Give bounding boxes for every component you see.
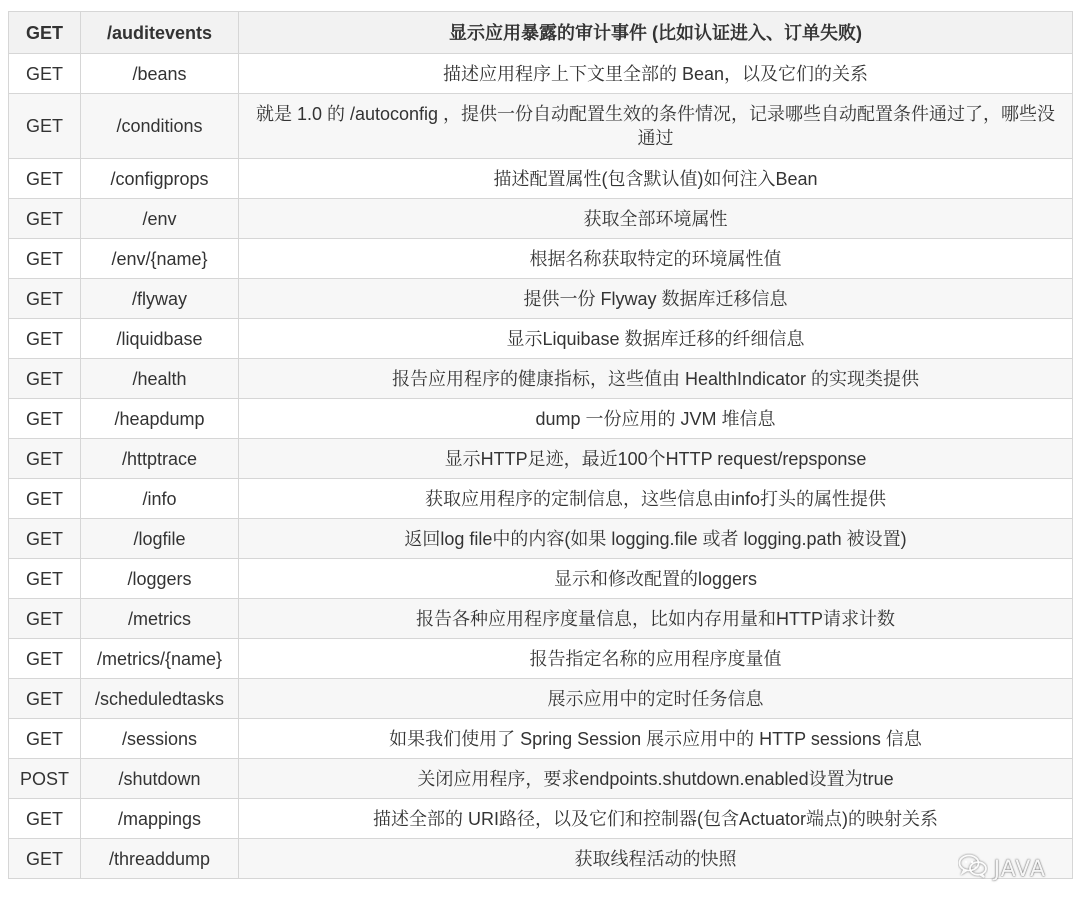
table-row [9,239,1073,279]
table-row [9,719,1073,759]
header-method: GET [9,12,81,54]
table-row [9,839,1073,879]
path-cell: /metrics [81,599,239,639]
table-row [9,359,1073,399]
description-cell: 展示应用中的定时任务信息 [239,679,1073,719]
path-cell: /configprops [81,159,239,199]
description-cell: 返回log file中的内容(如果 logging.file 或者 logging.path 被设置) [239,519,1073,559]
description-cell: 显示HTTP足迹，最近100个HTTP request/repsponse [239,439,1073,479]
path-cell: /info [81,479,239,519]
path-cell: /logfile [81,519,239,559]
method-cell: GET [9,639,81,679]
endpoints-table-container [8,11,1072,879]
table-header-row [9,12,1073,54]
path-cell: /flyway [81,279,239,319]
description-cell: dump 一份应用的 JVM 堆信息 [239,399,1073,439]
method-cell: GET [9,519,81,559]
description-cell: 如果我们使用了 Spring Session 展示应用中的 HTTP sessions 信息 [239,719,1073,759]
table-row [9,759,1073,799]
method-cell: GET [9,599,81,639]
path-cell: /conditions [81,94,239,159]
path-cell: /liquidbase [81,319,239,359]
method-cell: GET [9,399,81,439]
path-cell: /loggers [81,559,239,599]
method-cell: GET [9,54,81,94]
table-row [9,639,1073,679]
header-description: 显示应用暴露的审计事件 (比如认证进入、订单失败) [239,12,1073,54]
table-row [9,519,1073,559]
table-row [9,279,1073,319]
description-cell: 获取线程活动的快照 [239,839,1073,879]
header-path: /auditevents [81,12,239,54]
description-cell: 显示和修改配置的loggers [239,559,1073,599]
table-row [9,399,1073,439]
description-cell: 描述应用程序上下文里全部的 Bean，以及它们的关系 [239,54,1073,94]
method-cell: GET [9,199,81,239]
table-row [9,54,1073,94]
path-cell: /env [81,199,239,239]
path-cell: /heapdump [81,399,239,439]
method-cell: GET [9,439,81,479]
method-cell: GET [9,319,81,359]
method-cell: POST [9,759,81,799]
table-row [9,599,1073,639]
table-row [9,94,1073,159]
table-row [9,559,1073,599]
description-cell: 描述配置属性(包含默认值)如何注入Bean [239,159,1073,199]
path-cell: /threaddump [81,839,239,879]
watermark-text: JAVA [993,856,1046,882]
table-row [9,319,1073,359]
path-cell: /httptrace [81,439,239,479]
description-cell: 报告应用程序的健康指标，这些值由 HealthIndicator 的实现类提供 [239,359,1073,399]
endpoints-table [8,11,1073,879]
method-cell: GET [9,799,81,839]
method-cell: GET [9,239,81,279]
description-cell: 显示Liquibase 数据库迁移的纤细信息 [239,319,1073,359]
description-cell: 根据名称获取特定的环境属性值 [239,239,1073,279]
path-cell: /shutdown [81,759,239,799]
table-row [9,159,1073,199]
method-cell: GET [9,279,81,319]
description-cell: 报告指定名称的应用程序度量值 [239,639,1073,679]
method-cell: GET [9,839,81,879]
table-row [9,679,1073,719]
method-cell: GET [9,679,81,719]
path-cell: /beans [81,54,239,94]
table-row [9,439,1073,479]
table-row [9,479,1073,519]
method-cell: GET [9,719,81,759]
method-cell: GET [9,359,81,399]
description-cell: 就是 1.0 的 /autoconfig ，提供一份自动配置生效的条件情况，记录哪些自动配置条件通过了，哪些没通过 [239,94,1073,159]
path-cell: /mappings [81,799,239,839]
path-cell: /env/{name} [81,239,239,279]
wechat-icon [958,853,988,885]
path-cell: /sessions [81,719,239,759]
description-cell: 关闭应用程序，要求endpoints.shutdown.enabled设置为true [239,759,1073,799]
method-cell: GET [9,559,81,599]
path-cell: /health [81,359,239,399]
method-cell: GET [9,479,81,519]
description-cell: 获取全部环境属性 [239,199,1073,239]
method-cell: GET [9,159,81,199]
description-cell: 提供一份 Flyway 数据库迁移信息 [239,279,1073,319]
watermark [958,853,1046,885]
table-row [9,199,1073,239]
description-cell: 获取应用程序的定制信息，这些信息由info打头的属性提供 [239,479,1073,519]
method-cell: GET [9,94,81,159]
description-cell: 描述全部的 URI路径，以及它们和控制器(包含Actuator端点)的映射关系 [239,799,1073,839]
path-cell: /scheduledtasks [81,679,239,719]
path-cell: /metrics/{name} [81,639,239,679]
table-row [9,799,1073,839]
description-cell: 报告各种应用程序度量信息，比如内存用量和HTTP请求计数 [239,599,1073,639]
